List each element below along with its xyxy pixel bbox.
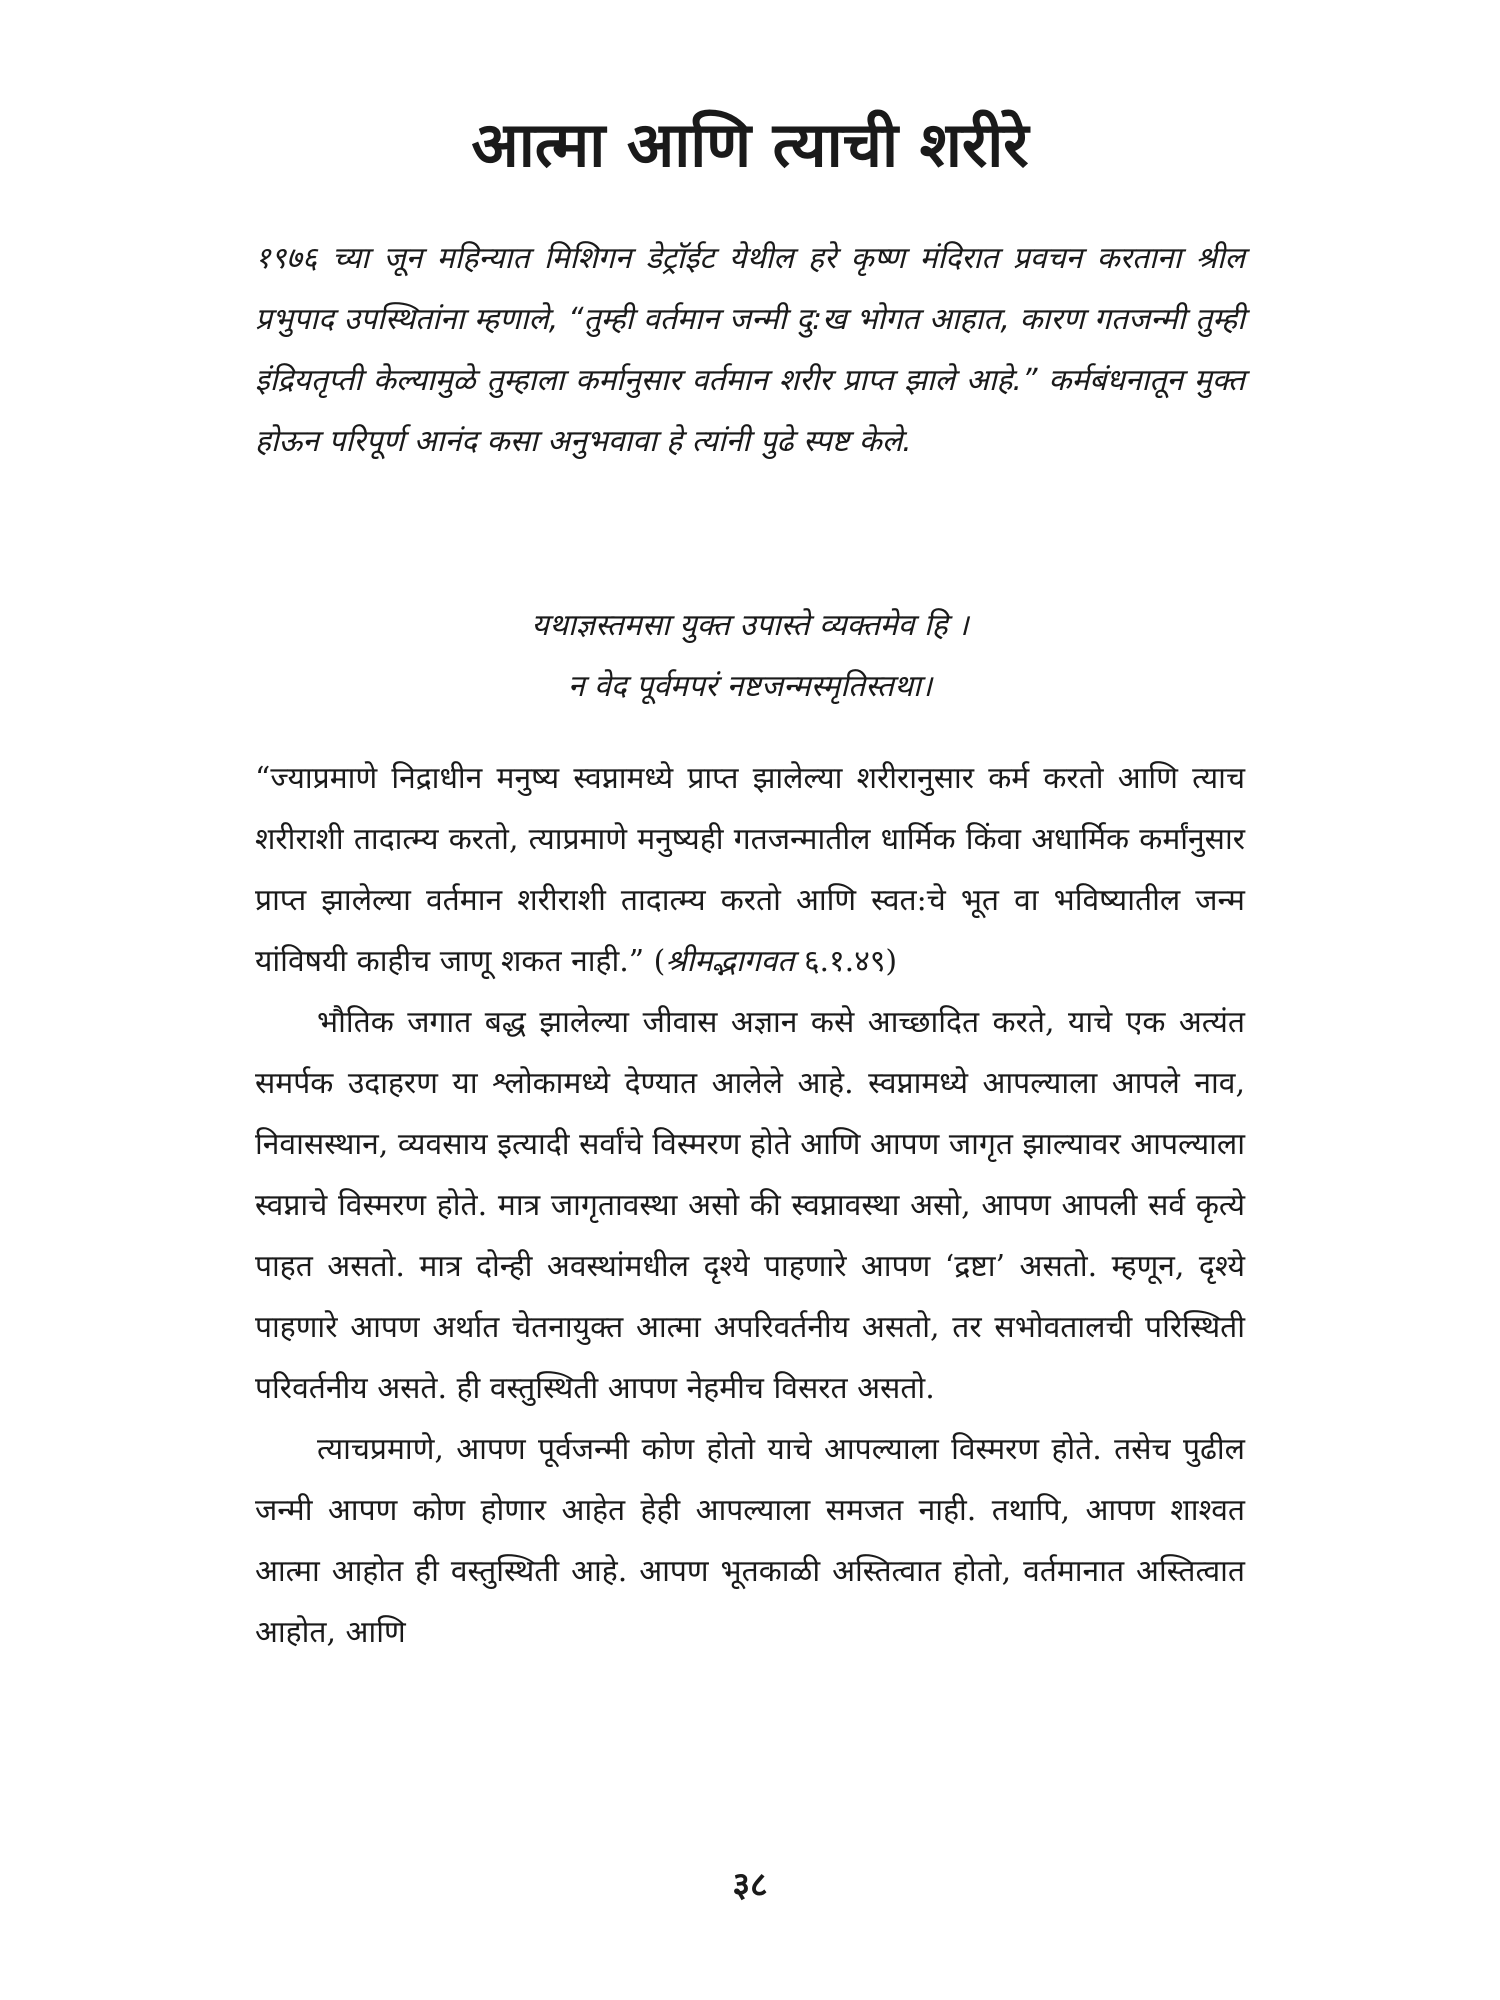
page-number: ३८	[732, 1865, 768, 1905]
body-text	[255, 748, 1245, 1663]
chapter-title: आत्मा आणि त्याची शरीरे	[471, 108, 1029, 181]
intro-paragraph: १९७६ च्या जून महिन्यात मिशिगन डेट्रॉईट येथील हरे कृष्ण मंदिरात प्रवचन करताना श्रील प्रभुपाद उपस्थितांना म्हणाले, “तुम्ही वर्तमान जन्मी दु:ख भोगत आहात, कारण गतजन्मी तुम्ही इंद्रियतृप्ती केल्यामुळे तुम्हाला कर्मानुसार वर्तमान शरीर प्राप्त झाले आहे.” कर्मबंधनातून मुक्त होऊन परिपूर्ण आनंद कसा अनुभवावा हे त्यांनी पुढे स्पष्ट केले.	[255, 241, 1245, 459]
verse-line-1: यथाज्ञस्तमसा युक्त उपास्ते व्यक्तमेव हि ।	[531, 608, 969, 643]
body-paragraph-2: त्याचप्रमाणे, आपण पूर्वजन्मी कोण होतो याचे आपल्याला विस्मरण होते. तसेच पुढील जन्मी आपण कोण होणार आहेत हेही आपल्याला समजत नाही. तथापि, आपण शाश्वत आत्मा आहोत ही वस्तुस्थिती आहे. आपण भूतकाळी अस्तित्वात होतो, वर्तमानात अस्तित्वात आहोत, आणि	[255, 1432, 1245, 1650]
reference-source: श्रीमद्भागवत	[665, 944, 795, 979]
sanskrit-verse	[0, 595, 1500, 717]
verse-line-2: न वेद पूर्वमपरं नष्टजन्मस्मृतिस्तथा।	[567, 669, 933, 704]
verse-translation	[255, 748, 1245, 992]
body-paragraph-1: भौतिक जगात बद्ध झालेल्या जीवास अज्ञान कसे आच्छादित करते, याचे एक अत्यंत समर्पक उदाहरण या श्लोकामध्ये देण्यात आलेले आहे. स्वप्नामध्ये आपल्याला आपले नाव, निवासस्थान, व्यवसाय इत्यादी सर्वांचे विस्मरण होते आणि आपण जागृत झाल्यावर आपल्याला स्वप्नाचे विस्मरण होते. मात्र जागृतावस्था असो की स्वप्नावस्था असो, आपण आपली सर्व कृत्ये पाहत असतो. मात्र दोन्ही अवस्थांमधील दृश्ये पाहणारे आपण ‘द्रष्टा’ असतो. म्हणून, दृश्ये पाहणारे आपण अर्थात चेतनायुक्त आत्मा अपरिवर्तनीय असतो, तर सभोवतालची परिस्थिती परिवर्तनीय असते. ही वस्तुस्थिती आपण नेहमीच विसरत असतो.	[255, 1005, 1245, 1406]
reference-number: ६.१.४९)	[794, 944, 898, 979]
translation-text: “ज्याप्रमाणे निद्राधीन मनुष्य स्वप्नामध्ये प्राप्त झालेल्या शरीरानुसार कर्म करतो आणि त्याच शरीराशी तादात्म्य करतो, त्याप्रमाणे मनुष्यही गतजन्मातील धार्मिक किंवा अधार्मिक कर्मांनुसार प्राप्त झालेल्या वर्तमान शरीराशी तादात्म्य करतो आणि स्वत:चे भूत वा भविष्यातील जन्म यांविषयी काहीच जाणू शकत नाही.”	[255, 761, 1245, 979]
reference-open: (	[644, 944, 666, 979]
